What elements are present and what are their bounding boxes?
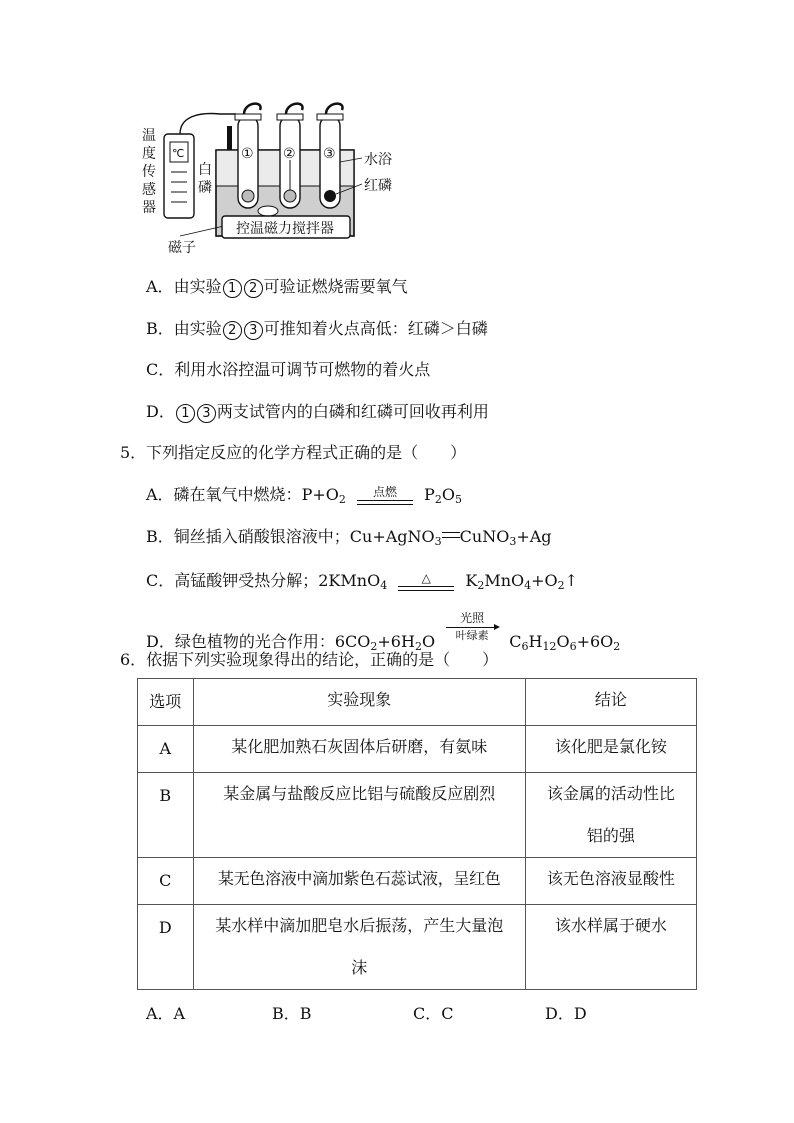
magnetic-stirrer-bar	[258, 206, 278, 216]
header-option: 选项	[138, 679, 194, 726]
q4-option-d[interactable]: D． 1 3 两支试管内的白磷和红磷可回收再利用	[146, 402, 489, 421]
table-row: D 某水样中滴加肥皂水后振荡，产生大量泡 沫 该水样属于硬水	[138, 905, 697, 990]
tube-number-3: ③	[323, 146, 336, 162]
q5-option-a[interactable]: A．磷在氧气中燃烧：$P+O_2$ 点燃 $P_2O_5$	[146, 484, 462, 506]
q5-stem: 5．下列指定反应的化学方程式正确的是（ ）	[120, 443, 467, 462]
tube-ref: 2	[223, 321, 242, 340]
tube-number-1: ①	[241, 146, 254, 162]
q6-answer-b[interactable]: B．B	[272, 1004, 312, 1023]
q6-answer-c[interactable]: C．C	[413, 1004, 454, 1023]
q6-table	[137, 678, 697, 990]
red-phosphorus-label: 红磷	[364, 178, 392, 194]
table-row: B 某金属与盐酸反应比铝与硫酸反应剧烈 该金属的活动性比 铝的强	[138, 773, 697, 858]
q5-option-c[interactable]: C．高锰酸钾受热分解；2KMnO$_4$ △ $K_2MnO_4+O_2↑$	[146, 570, 579, 592]
tube-number-2: ②	[283, 146, 296, 162]
header-phenomenon: 实验现象	[193, 679, 525, 726]
q6-answer-d[interactable]: D．D	[545, 1004, 587, 1023]
sensor-label: 温度传感器	[142, 128, 156, 216]
sensor-display: ℃	[172, 147, 185, 160]
tube-ref: 3	[197, 404, 216, 423]
table-row: C 某无色溶液中滴加紫色石蕊试液，呈红色 该无色溶液显酸性	[138, 858, 697, 905]
reaction-condition: 点燃	[357, 486, 413, 506]
white-phosphorus-label: 白磷	[198, 162, 212, 196]
tube-ref: 1	[176, 404, 195, 423]
magnet-label: 磁子	[168, 240, 196, 256]
q4-option-b[interactable]: B．由实验 2 3 可推知着火点高低：红磷＞白磷	[146, 319, 488, 338]
water-bath-label: 水浴	[364, 152, 392, 168]
table-header-row	[138, 679, 697, 726]
q5-option-b[interactable]: B．铜丝插入硝酸银溶液中；Cu+AgNO$_3$ CuNO$_3$+Ag	[146, 527, 552, 548]
experiment-figure	[140, 100, 400, 260]
q4-option-a[interactable]: A．由实验 1 2 可验证燃烧需要氧气	[146, 277, 408, 296]
tube-ref: 3	[244, 321, 263, 340]
q6-answer-a[interactable]: A．A	[146, 1004, 186, 1023]
table-row: A 某化肥加熟石灰固体后研磨，有氨味 该化肥是氯化铵	[138, 726, 697, 773]
header-conclusion: 结论	[525, 679, 696, 726]
equals-sign	[442, 532, 460, 538]
q4-option-c[interactable]: C．利用水浴控温可调节可燃物的着火点	[146, 360, 431, 379]
tube-ref: 2	[244, 279, 263, 298]
tube-ref: 1	[223, 279, 242, 298]
q6-stem: 6．依据下列实验现象得出的结论，正确的是（ ）	[120, 650, 499, 669]
stirrer-label: 控温磁力搅拌器	[236, 221, 334, 237]
q5-option-d[interactable]: D．绿色植物的光合作用：$6CO_2+6H_2O$ 光照 叶绿素 $C_6H_{12}O_6+6O_2$	[146, 611, 621, 653]
reaction-condition: △	[398, 572, 454, 592]
reaction-condition: 光照 叶绿素	[446, 612, 498, 642]
